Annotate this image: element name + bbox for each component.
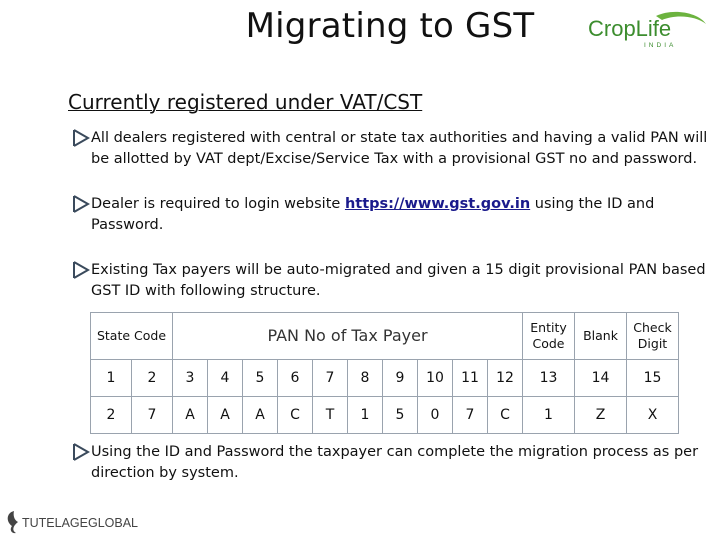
table-cell: 5 — [383, 397, 418, 434]
table-cell: 12 — [488, 360, 523, 397]
gst-portal-link[interactable]: https://www.gst.gov.in — [344, 196, 531, 212]
bullet-text: All dealers registered with central or state tax authorities and having a valid PAN will be allotted by VAT dept/Excise/Service Tax with a provisional GST no and password. — [91, 130, 708, 167]
table-cell: X — [627, 397, 679, 434]
bullet-complete-migration — [72, 442, 712, 484]
table-cell: 1 — [523, 397, 575, 434]
arrow-bullet-icon — [72, 260, 90, 280]
table-cell: 10 — [418, 360, 453, 397]
table-cell: 5 — [243, 360, 278, 397]
table-cell: C — [278, 397, 313, 434]
table-cell: 4 — [208, 360, 243, 397]
table-cell: 15 — [627, 360, 679, 397]
bullet-text: Existing Tax payers will be auto-migrated and given a 15 digit provisional PAN based GST ID with following structure. — [91, 262, 706, 299]
header-blank: Blank — [575, 313, 627, 360]
table-cell: 6 — [278, 360, 313, 397]
table-cell: 3 — [173, 360, 208, 397]
croplife-logo — [586, 10, 714, 50]
bullet-login — [72, 194, 712, 236]
bullet-text-post: using the ID and Password. — [91, 196, 655, 233]
table-cell: A — [243, 397, 278, 434]
bullet-migration — [72, 260, 712, 302]
table-cell: 2 — [91, 397, 132, 434]
table-cell: 13 — [523, 360, 575, 397]
table-row — [91, 360, 679, 397]
table-cell: 7 — [313, 360, 348, 397]
table-cell: 0 — [418, 397, 453, 434]
table-cell: 7 — [453, 397, 488, 434]
svg-text:INDIA: INDIA — [644, 42, 677, 49]
header-state-code: State Code — [91, 313, 173, 360]
arrow-bullet-icon — [72, 194, 90, 214]
bullet-text: Using the ID and Password the taxpayer can complete the migration process as per direction by system. — [91, 444, 699, 481]
section-subtitle: Currently registered under VAT/CST — [68, 90, 423, 114]
table-cell: 11 — [453, 360, 488, 397]
svg-text:TUTELAGEGLOBAL: TUTELAGEGLOBAL — [22, 516, 139, 530]
table-cell: A — [208, 397, 243, 434]
table-cell: 9 — [383, 360, 418, 397]
table-cell: T — [313, 397, 348, 434]
table-cell: Z — [575, 397, 627, 434]
slide-title: Migrating to GST — [245, 6, 535, 46]
arrow-bullet-icon — [72, 442, 90, 462]
gst-id-structure-table — [90, 312, 679, 434]
table-cell: C — [488, 397, 523, 434]
table-cell: 1 — [348, 397, 383, 434]
table-cell: 7 — [132, 397, 173, 434]
tutelageglobal-logo — [4, 508, 154, 536]
table-cell: 14 — [575, 360, 627, 397]
svg-text:CropLife: CropLife — [588, 16, 672, 41]
header-check-digit: Check Digit — [627, 313, 679, 360]
table-row — [91, 397, 679, 434]
header-entity-code: Entity Code — [523, 313, 575, 360]
table-cell: 2 — [132, 360, 173, 397]
arrow-bullet-icon — [72, 128, 90, 148]
bullet-text — [91, 194, 712, 236]
bullet-text-pre: Dealer is required to login website — [91, 196, 345, 212]
table-cell: A — [173, 397, 208, 434]
header-pan: PAN No of Tax Payer — [173, 313, 523, 360]
table-cell: 8 — [348, 360, 383, 397]
table-cell: 1 — [91, 360, 132, 397]
bullet-dealers — [72, 128, 712, 170]
